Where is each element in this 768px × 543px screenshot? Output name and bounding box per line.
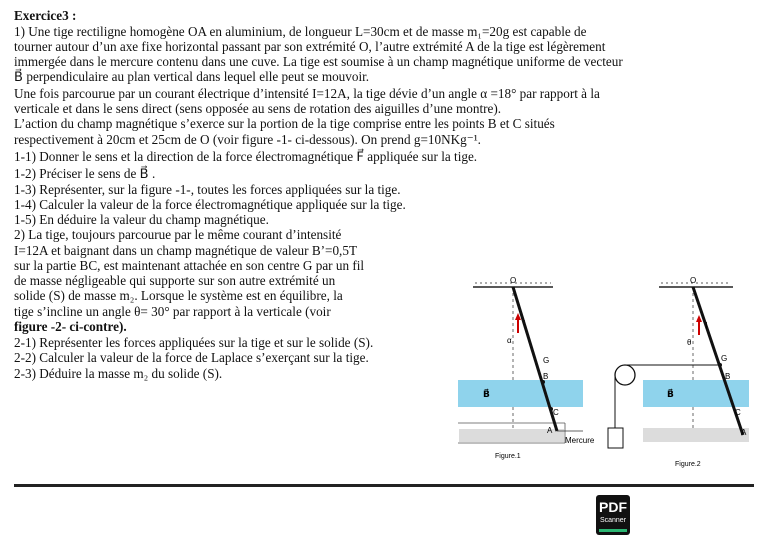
text-line-part2-7: figure -2- ci-contre). — [14, 319, 127, 334]
question-2-1: 2-1) Représenter les forces appliquées sur la tige et sur le solide (S). — [14, 335, 374, 350]
text-line-6: verticale et dans le sens direct (sens opposée au sens de rotation des aiguilles d’une montre). — [14, 101, 502, 116]
text-line-part2-2: I=12A et baignant dans un champ magnétique de valeur B’=0,5T — [14, 243, 358, 258]
logo-accent-bar — [599, 529, 627, 532]
text-line-part2-4: de masse négligeable qui supporte sur son autre extrémité un — [14, 273, 336, 288]
fig2-label-field: B⃗ — [667, 389, 674, 399]
question-1-1: 1-1) Donner le sens et la direction de la force électromagnétique F⃗ appliquée sur la tige. — [14, 149, 478, 164]
fig2-solid — [608, 428, 623, 448]
exercise-title: Exercice3 : — [14, 8, 77, 23]
fig1-field-region — [458, 380, 583, 407]
question-1-3: 1-3) Représenter, sur la figure -1-, toutes les forces appliquées sur la tige. — [14, 182, 401, 197]
text-line-part2-6: tige s’incline un angle θ= 30° par rapport à la verticale (voir — [14, 304, 331, 319]
fig2-mercury — [643, 428, 749, 442]
fig2-pulley — [615, 365, 635, 385]
fig1-label-a: A — [547, 426, 553, 435]
question-2-2: 2-2) Calculer la valeur de la force de Laplace s’exerçant sur la tige. — [14, 350, 369, 365]
text-line-5: Une fois parcourue par un courant électrique d’intensité I=12A, la tige dévie d’un angle α =18° par rapport à la — [14, 86, 600, 101]
fig1-label-field: B⃗ — [483, 389, 490, 399]
fig2-label-angle: θ — [687, 338, 692, 347]
fig1-label-c: C — [553, 408, 559, 417]
question-2-3: 2-3) Déduire la masse m₂ du solide (S). — [14, 366, 223, 381]
question-1-2: 1-2) Préciser le sens de B⃗ . — [14, 166, 156, 181]
fig2-label-b: B — [725, 372, 731, 381]
pdf-logo-text: PDF — [599, 499, 627, 515]
document-bottom-rule — [14, 484, 754, 487]
text-line-7: L’action du champ magnétique s’exerce sur la portion de la tige comprise entre les points B et C situés — [14, 116, 555, 131]
fig2-label-g: G — [721, 354, 728, 363]
text-line-4: B⃗ perpendiculaire au plan vertical dans lequel elle peut se mouvoir. — [14, 69, 370, 84]
fig1-label-angle: α — [507, 336, 512, 345]
figure-1 — [455, 275, 605, 480]
text-line-part2-3: sur la partie BC, est maintenant attachée en son centre G par un fil — [14, 258, 365, 273]
scanner-logo-text: Scanner — [599, 517, 627, 524]
fig2-caption: Figure.2 — [675, 461, 701, 468]
fig1-label-g: G — [543, 356, 550, 365]
text-line-part2-5: solide (S) de masse m₂. Lorsque le système est en équilibre, la — [14, 288, 343, 303]
fig2-current-head — [696, 315, 702, 322]
fig2-label-c: C — [735, 408, 741, 417]
fig2-label-a: A — [741, 428, 747, 437]
fig1-caption: Figure.1 — [495, 453, 521, 460]
fig1-label-o: O — [510, 276, 517, 285]
text-line-part2-1: 2) La tige, toujours parcourue par le même courant d’intensité — [14, 227, 342, 242]
question-1-5: 1-5) En déduire la valeur du champ magnétique. — [14, 212, 269, 227]
fig2-label-current: I — [705, 321, 708, 332]
text-line-1: 1) Une tige rectiligne homogène OA en aluminium, de longueur L=30cm et de masse m₁=20g est capable de — [14, 24, 587, 39]
figure-2 — [603, 275, 753, 480]
question-1-4: 1-4) Calculer la valeur de la force électromagnétique appliquée sur la tige. — [14, 197, 406, 212]
text-line-8: respectivement à 20cm et 25cm de O (voir figure -1- ci-dessous). On prend g=10NKg⁻¹. — [14, 132, 481, 147]
fig2-label-o: O — [690, 276, 697, 285]
fig2-point-g — [718, 363, 722, 367]
text-line-3: immergée dans le mercure contenu dans une cuve. La tige est soumise à un champ magnétique uniforme de vecteur — [14, 54, 623, 69]
fig1-label-current: I — [523, 319, 526, 330]
fig1-label-b: B — [543, 372, 549, 381]
fig1-label-mercury: Mercure — [565, 436, 595, 445]
text-line-2: tourner autour d’un axe fixe horizontal passant par son extrémité O, l’autre extrémité A de la tige est légèrement — [14, 39, 606, 54]
pdf-scanner-logo — [596, 495, 630, 535]
